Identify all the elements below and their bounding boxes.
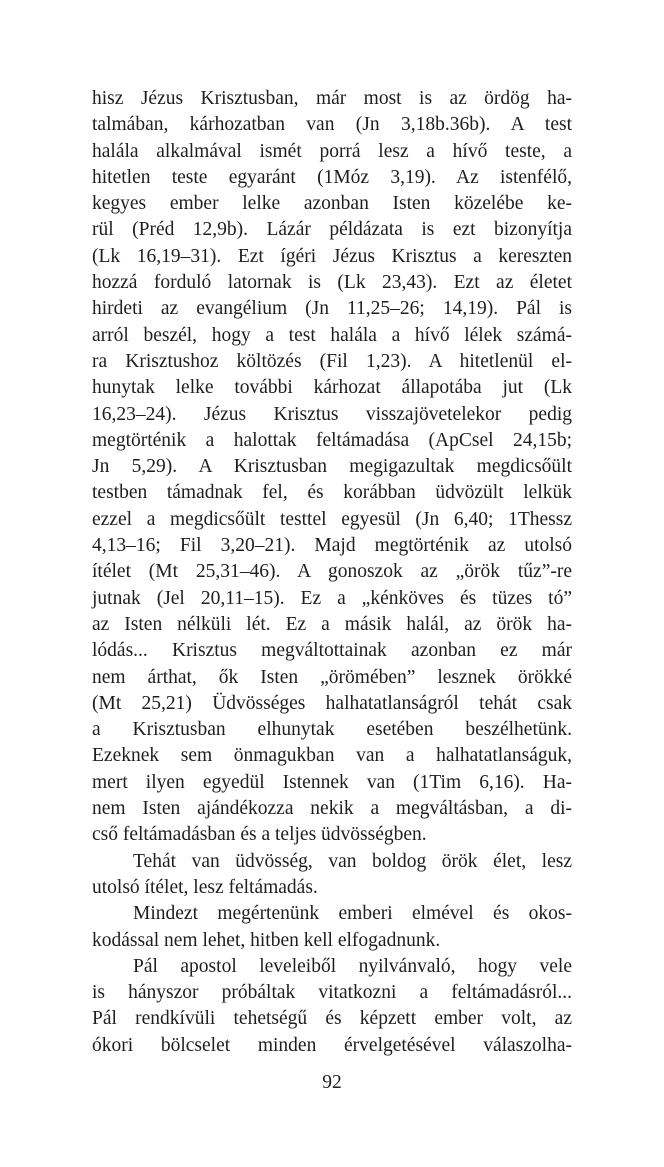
text-line: ókori bölcselet minden érvelgetésével válaszolha-: [92, 1034, 572, 1056]
text-line: megtörténik a halottak feltámadása (ApCsel 24,15b;: [92, 429, 572, 451]
paragraph-first-line: Tehát van üdvösség, van boldog örök élet, lesz: [133, 850, 572, 872]
text-line: 16,23–24). Jézus Krisztus visszajövetelekor pedig: [92, 403, 572, 425]
text-line: testben támadnak fel, és korábban üdvözült lelkük: [92, 482, 572, 504]
paragraph-first-line: Pál apostol leveleiből nyilvánvaló, hogy vele: [133, 955, 572, 977]
text-line: ezzel a megdicsőült testtel egyesül (Jn 6,40; 1Thessz: [92, 508, 572, 530]
paragraph-end-line: kodással nem lehet, hitben kell elfogadnunk.: [92, 929, 441, 951]
text-line: nem Isten ajándékozza nekik a megváltásban, a di-: [92, 798, 572, 820]
text-line: talmában, kárhozatban van (Jn 3,18b.36b). A test: [92, 114, 572, 136]
page-number: 92: [322, 1072, 342, 1093]
text-line: ítélet (Mt 25,31–46). A gonoszok az „örök tűz”-re: [92, 561, 572, 583]
paragraph-first-line: Mindezt megértenünk emberi elmével és okos-: [133, 903, 572, 925]
text-line: hozzá forduló latornak is (Lk 23,43). Ezt az életet: [92, 272, 572, 294]
text-line: arról beszél, hogy a test halála a hívő lélek számá-: [92, 324, 572, 346]
text-line: is hányszor próbáltak vitatkozni a feltámadásról...: [92, 982, 572, 1004]
text-line: Jn 5,29). A Krisztusban megigazultak megdicsőült: [92, 456, 572, 478]
text-line: 4,13–16; Fil 3,20–21). Majd megtörténik az utolsó: [92, 535, 572, 557]
text-line: hitetlen teste egyaránt (1Móz 3,19). Az istenfélő,: [92, 166, 572, 188]
text-line: hirdeti az evangélium (Jn 11,25–26; 14,19). Pál is: [92, 298, 572, 320]
text-line: a Krisztusban elhunytak esetében beszélhetünk.: [92, 719, 572, 741]
text-line: (Lk 16,19–31). Ezt ígéri Jézus Krisztus a kereszten: [92, 245, 572, 267]
text-line: rül (Préd 12,9b). Lázár példázata is ezt bizonyítja: [92, 219, 572, 241]
text-line: az Isten nélküli lét. Ez a másik halál, az örök ha-: [92, 613, 572, 635]
text-line: hunytak lelke további kárhozat állapotába jut (Lk: [92, 377, 572, 399]
paragraph-end-line: utolsó ítélet, lesz feltámadás.: [92, 876, 318, 898]
text-line: hisz Jézus Krisztusban, már most is az ördög ha-: [92, 88, 572, 109]
text-line: kegyes ember lelke azonban Isten közelébe ke-: [92, 193, 572, 215]
text-line: (Mt 25,21) Üdvösséges halhatatlanságról tehát csak: [92, 692, 572, 714]
text-line: ra Krisztushoz költözés (Fil 1,23). A hitetlenül el-: [92, 350, 572, 372]
paragraph-end-line: cső feltámadásban és a teljes üdvösségben.: [92, 824, 427, 846]
text-line: mert ilyen egyedül Istennek van (1Tim 6,16). Ha-: [92, 771, 572, 793]
text-line: nem árthat, ők Isten „örömében” lesznek örökké: [92, 666, 572, 688]
text-line: Pál rendkívüli tehetségű és képzett ember volt, az: [92, 1008, 572, 1030]
text-line: halála alkalmával ismét porrá lesz a hívő teste, a: [92, 140, 572, 162]
text-line: Ezeknek sem önmagukban van a halhatatlanságuk,: [92, 745, 572, 767]
text-line: jutnak (Jel 20,11–15). Ez a „kénköves és tüzes tó”: [92, 587, 572, 609]
text-line: lódás... Krisztus megváltottainak azonban ez már: [92, 640, 572, 662]
body-text: [92, 86, 572, 1059]
